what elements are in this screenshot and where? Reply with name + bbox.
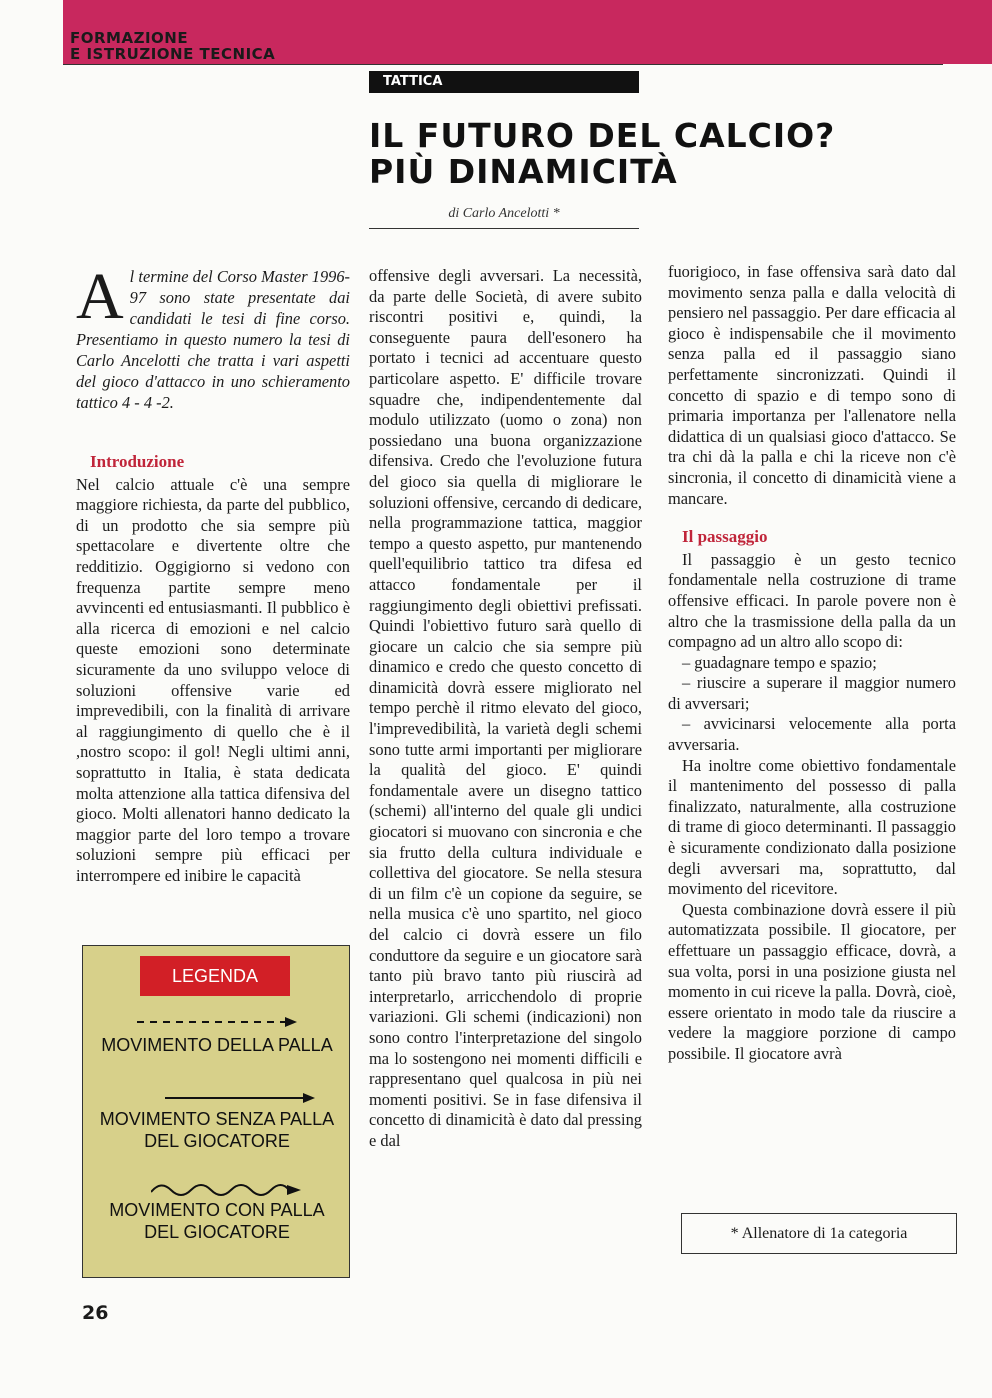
legend-box [82, 945, 350, 1278]
legend-item-without-ball-line2: DEL GIOCATORE [144, 1131, 290, 1151]
section-title-line2: E ISTRUZIONE TECNICA [70, 45, 276, 63]
legend-item-with-ball [83, 1199, 351, 1243]
column-3 [668, 262, 956, 1065]
legend-item-ball: MOVIMENTO DELLA PALLA [101, 1035, 333, 1055]
col3-paragraph-4: Questa combinazione dovrà essere il più automatizzata possibile. Il giocatore, per effettuare un passaggio efficace, dovrà, a sua volta, porsi in una posizione giusta nel momento in cui riceve la palla. Dovrà, cioè, essere orientato in modo tale da riuscire a vedere la maggiore porzione di campo possibile. Il giocatore avrà [668, 899, 956, 1063]
legend-item-with-ball-line2: DEL GIOCATORE [144, 1222, 290, 1242]
byline-rule [369, 228, 639, 229]
wavy-arrow-icon [151, 1178, 301, 1200]
legend-item-without-ball-line1: MOVIMENTO SENZA PALLA [99, 1109, 335, 1129]
col1-paragraph: Nel calcio attuale c'è una sempre maggiore richiesta, da parte del pubblico, di un prodotto che sia sempre più spettacolare e divertente oltre che redditizio. Oggigiorno si vedono con frequenza partite sempre meno avvincenti ed entusiasmanti. Il pubblico è alla ricerca di emozioni e nel calcio queste emozioni sono determinate sicuramente da uno sviluppo veloce di soluzioni offensive varie ed imprevedibili, con la finalità di arrivare al raggiungimento di quello che è il ,nostro scopo: il gol! Negli ultimi anni, soprattutto in Italia, è stata dedicata molta attenzione alla tattica difensiva del gioco. Molti allenatori hanno dedicato la maggior parte del loro tempo a trovare soluzioni sempre più efficaci per interrompere ed inibire le capacità [76, 474, 350, 885]
col3-bullet-2: – riuscire a superare il maggior numero di avversari; [668, 673, 956, 713]
legend-item-with-ball-line1: MOVIMENTO CON PALLA [109, 1200, 325, 1220]
section-title-line1: FORMAZIONE [70, 29, 189, 47]
col3-bullet-1: – guadagnare tempo e spazio; [682, 652, 877, 672]
column-1 [76, 436, 350, 886]
section-title [70, 30, 275, 62]
article-title-line1: IL FUTURO DEL CALCIO? [369, 116, 836, 155]
col3-paragraph-1: fuorigioco, in fase offensiva sarà dato dal movimento senza palla e dalla velocità di pensiero nel passaggio. Per dare efficacia al gioco è indispensabile che il movimento senza palla ed il passaggio siano perfettamente sincronizzati. Quindi il concetto di spazio e di tempo sono di primaria importanza per l'allenatore nella didattica di un qualsiasi gioco d'attacco. Se tra chi dà la palla e chi la riceve non c'è sincronia, il concetto di dinamicità viene a mancare. [668, 262, 956, 508]
col3-bullet-3: – avvicinarsi velocemente alla porta avversaria. [668, 714, 956, 755]
column-2 [369, 266, 642, 1152]
solid-arrow-icon [165, 1092, 315, 1104]
legend-item-without-ball [83, 1108, 351, 1152]
article-title-line2: PIÙ DINAMICITÀ [369, 152, 678, 191]
header-rule [63, 64, 943, 65]
subhead-passaggio: Il passaggio [682, 527, 768, 547]
page-number: 26 [82, 1302, 109, 1324]
subhead-introduzione: Introduzione [90, 452, 185, 471]
col3-paragraph-3: Ha inoltre come obiettivo fondamentale il mantenimento del possesso di palla finalizzato, naturalmente, alla costruzione di trame di gioco determinanti. Il passaggio è sicuramente condizionato dalla posizione degli avversari ma, soprattutto, dal movimento del ricevitore. [668, 755, 956, 899]
byline: di Carlo Ancelotti * [448, 206, 560, 221]
legend-title: LEGENDA [140, 956, 290, 996]
col2-paragraph: offensive degli avversari. La necessità, da parte delle Società, di avere subito riscontri positivi e, quindi, la conseguente paura dell'esonero ha portato i tecnici ad accentuare questo particolare aspetto. E' difficile trovare squadre che, indipendentemente dal modulo utilizzato (uomo o zona) non possiedano una buona organizzazione difensiva. Credo che l'evoluzione futura del gioco sia quella di migliorare le soluzioni offensive, cercando di dedicare, nella programmazione tattica, maggior tempo a questo aspetto, pur mantenendo quell'equilibrio tattico tra difesa ed attacco fondamentale per il raggiungimento degli obiettivi prefissati. Quindi l'obiettivo futuro sarà quello di giocare un calcio che sia sempre più dinamico e credo che questo concetto di dinamicità dovrà essere migliorato nel tempo perchè il ritmo elevato del gioco, l'imprevedibilità, la varietà degli schemi sono tutte armi importanti per migliorare la qualità del gioco. E' quindi fondamentale avere un disegno tattico (schemi) all'interno del quale gli undici giocatori si muovano con sincronia e che sia frutto della cultura individuale e collettiva del giocatore. Se nella stesura di un film c'è un copione da seguire, se nella musica c'è uno spartito, nel gioco del calcio ci dovrà essere un filo conduttore da seguire e un giocatore sarà tanto più bravo tanto più riuscirà ad interpretarlo, arricchendolo di proprie variazioni. Gli schemi (indicazioni) non sono contro l'interpretazione del singolo ma lo sostengono nei momenti difficili e rappresentano quel qualcosa in più nei momenti positivi. Se in fase difensiva il concetto di dinamicità è dato dal pressing e dal [369, 266, 642, 1150]
footnote-box: * Allenatore di 1a categoria [681, 1213, 957, 1254]
drop-cap: A [76, 260, 124, 333]
intro-text: l termine del Corso Master 1996-97 sono state presentate dai candidati le tesi di fine corso. Presentiamo in questo numero la tesi di Carlo Ancelotti che tratta i vari aspetti del gioco d'attacco in uno schieramento tattico 4 - 4 -2. [76, 267, 350, 412]
dashed-arrow-icon [137, 1016, 297, 1028]
article-title [369, 118, 835, 190]
col3-paragraph-2: Il passaggio è un gesto tecnico fondamentale nella costruzione di trame offensive efficaci. In parole povere non è altro che la trasmissione della palla da un compagno ad un altro allo scopo di: [668, 549, 956, 652]
intro-paragraph [76, 260, 350, 413]
category-tag: TATTICA [369, 71, 639, 93]
